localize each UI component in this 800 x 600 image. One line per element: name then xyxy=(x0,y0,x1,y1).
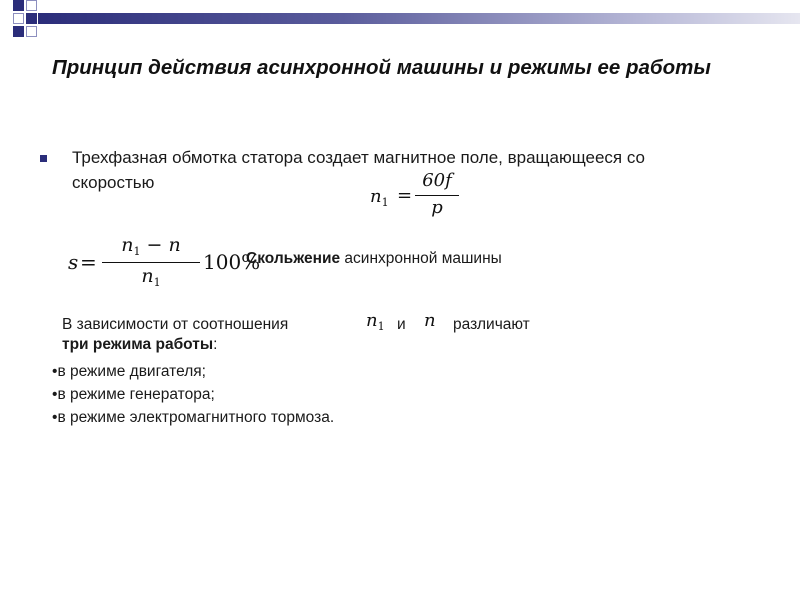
deco-square xyxy=(13,26,24,37)
dependence-text: В зависимости от соотношения xyxy=(62,316,289,333)
list-item: • в режиме двигателя; xyxy=(52,360,334,383)
list-item: • в режиме генератора; xyxy=(52,383,334,406)
slide-title: Принцип действия асинхронной машины и режимы ее работы xyxy=(52,56,711,79)
deco-square xyxy=(26,13,37,24)
deco-square xyxy=(13,0,24,11)
formula-numerator: 60f xyxy=(422,170,452,191)
deco-square xyxy=(13,13,24,24)
bullet-marker xyxy=(40,155,47,162)
variable-n1: $n_1$ xyxy=(366,310,385,333)
dependence-and: и xyxy=(397,316,406,333)
formula-percent: 100% xyxy=(203,250,261,274)
formula-denominator: p xyxy=(431,197,443,218)
fraction-bar xyxy=(102,262,200,263)
slip-label: Скольжение асинхронной машины xyxy=(246,250,502,267)
formula-lhs: $n_1$ xyxy=(370,186,389,209)
modes-title: три режима работы: xyxy=(62,336,218,353)
speed-formula xyxy=(370,170,460,220)
deco-square xyxy=(26,0,37,11)
formula-lhs: s xyxy=(68,250,79,274)
deco-square xyxy=(26,26,37,37)
variable-n: n xyxy=(424,310,436,331)
formula-denominator: $n_1$ xyxy=(141,265,161,289)
title-accent-bar xyxy=(38,13,800,24)
fraction-bar xyxy=(415,195,459,196)
list-item: • в режиме электромагнитного тормоза. xyxy=(52,406,334,429)
dependence-text-end: различают xyxy=(453,316,530,333)
modes-list xyxy=(52,360,334,429)
formula-equals: = xyxy=(397,185,413,206)
bullet-text: Трехфазная обмотка статора создает магнитное поле, вращающееся со скоростью xyxy=(72,148,646,192)
slip-formula xyxy=(68,232,261,292)
formula-numerator: $n_1 - n$ xyxy=(121,234,181,258)
formula-equals: = xyxy=(80,250,97,274)
